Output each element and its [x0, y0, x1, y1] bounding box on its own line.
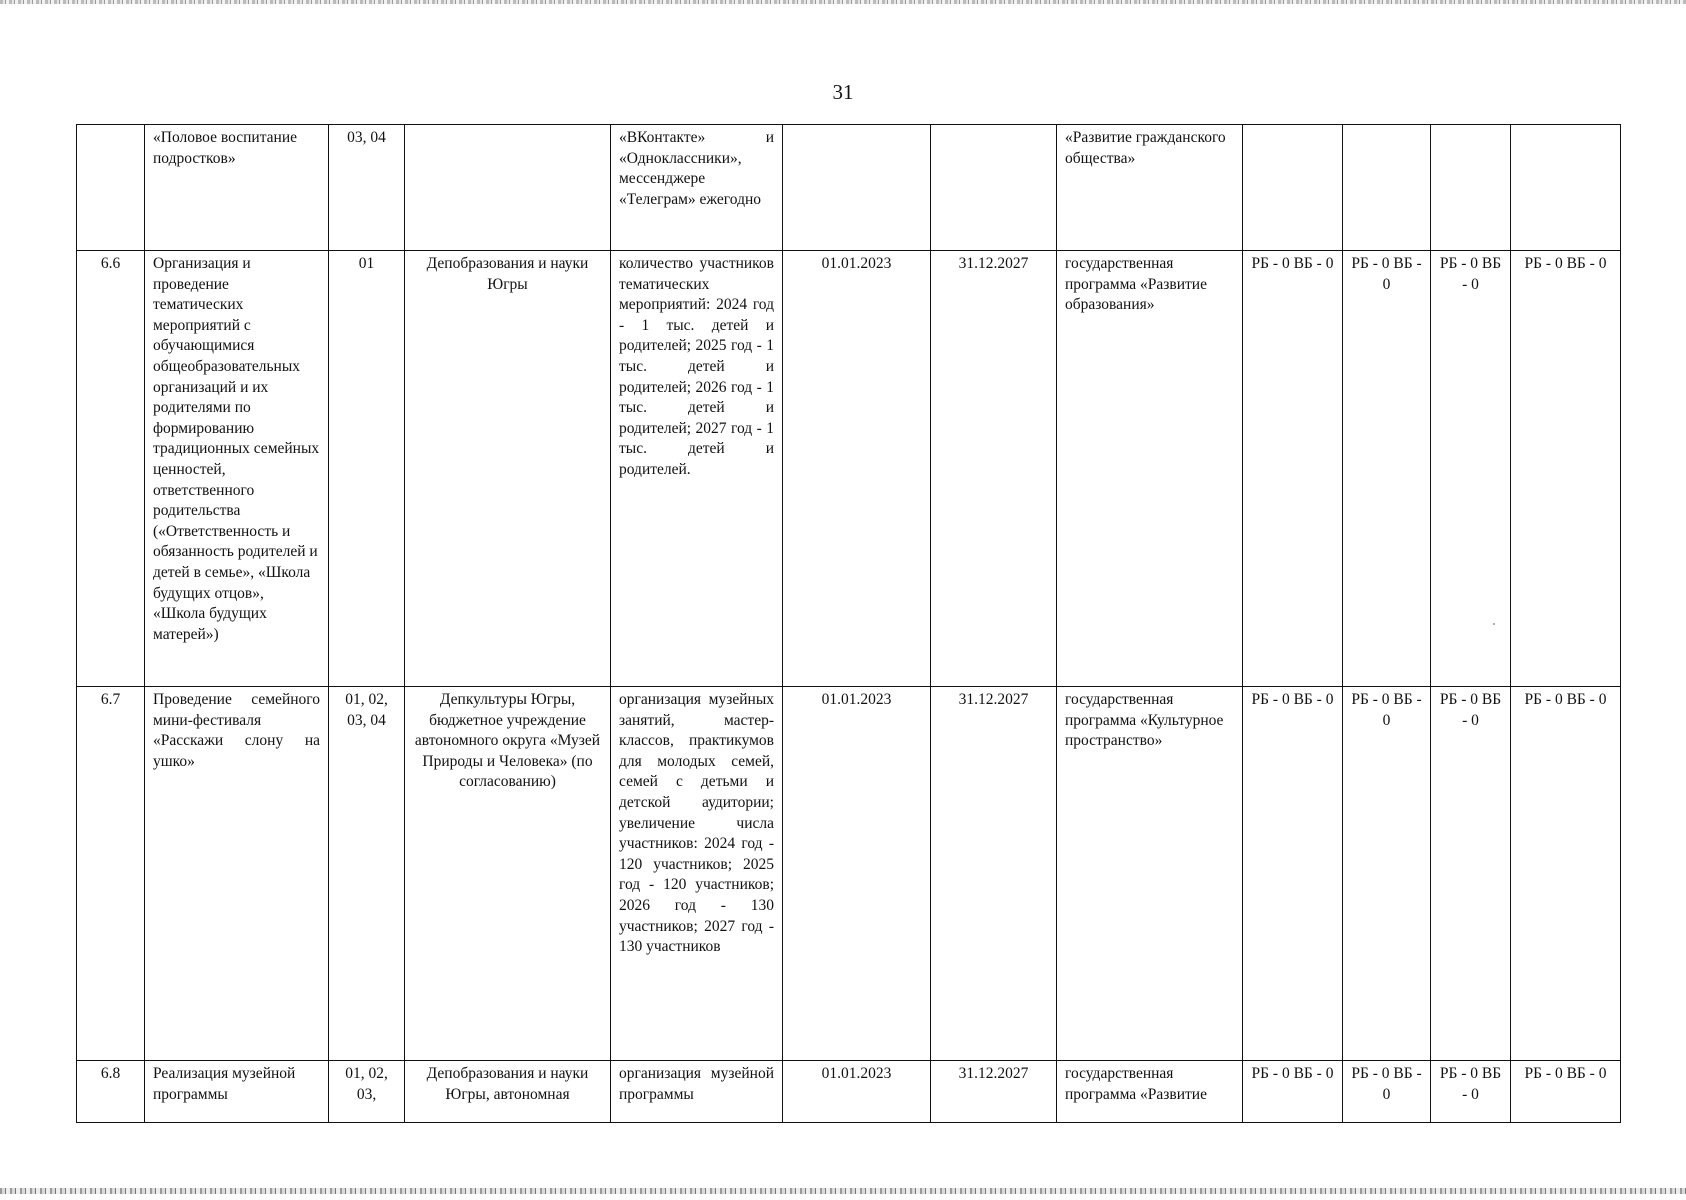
end-date: 31.12.2027 — [931, 1061, 1057, 1123]
funding-cell — [1511, 125, 1621, 251]
funding-cell: РБ - 0 ВБ - 0 — [1511, 251, 1621, 687]
funding-cell: РБ - 0 ВБ - 0 — [1343, 251, 1431, 687]
measure-name: «Половое воспитание подростков» — [145, 125, 329, 251]
funding-cell — [1343, 125, 1431, 251]
executor: Депобразования и науки Югры — [405, 251, 611, 687]
start-date — [783, 125, 931, 251]
start-date: 01.01.2023 — [783, 687, 931, 1061]
funding-cell: РБ - 0 ВБ - 0 — [1511, 687, 1621, 1061]
funding-cell: РБ - 0 ВБ - 0 — [1431, 251, 1511, 687]
scan-edge-top — [0, 0, 1686, 4]
funding-cell: РБ - 0 ВБ - 0 — [1431, 1061, 1511, 1123]
row-number: 6.8 — [77, 1061, 145, 1123]
end-date: 31.12.2027 — [931, 251, 1057, 687]
task-codes: 01, 02, 03, 04 — [329, 687, 405, 1061]
funding-cell: РБ - 0 ВБ - 0 — [1343, 1061, 1431, 1123]
task-codes: 03, 04 — [329, 125, 405, 251]
executor — [405, 125, 611, 251]
measures-table — [76, 124, 1621, 1123]
end-date — [931, 125, 1057, 251]
state-program: государственная программа «Развитие образования» — [1057, 251, 1243, 687]
funding-cell: РБ - 0 ВБ - 0 — [1511, 1061, 1621, 1123]
table-row — [77, 1061, 1621, 1123]
executor: Депкультуры Югры, бюджетное учреждение автономного округа «Музей Природы и Человека» (по согласованию) — [405, 687, 611, 1061]
end-date: 31.12.2027 — [931, 687, 1057, 1061]
start-date: 01.01.2023 — [783, 1061, 931, 1123]
indicator: количество участников тематических мероприятий: 2024 год - 1 тыс. детей и родителей; 2025 год - 1 тыс. детей и родителей; 2026 год - 1 тыс. детей и родителей; 2027 год - 1 тыс. детей и родителей. — [611, 251, 783, 687]
row-number — [77, 125, 145, 251]
start-date: 01.01.2023 — [783, 251, 931, 687]
indicator: организация музейных занятий, мастер-классов, практикумов для молодых семей, семей с детьми и детской аудитории; увеличение числа участников: 2024 год - 120 участников; 2025 год - 120 участников; 2026 год - 130 участников; 2027 год - 130 участников — [611, 687, 783, 1061]
executor: Депобразования и науки Югры, автономная — [405, 1061, 611, 1123]
indicator: «ВКонтакте» и «Одноклассники», мессенджере «Телеграм» ежегодно — [611, 125, 783, 251]
state-program: «Развитие гражданского общества» — [1057, 125, 1243, 251]
scan-edge-bottom — [0, 1188, 1686, 1194]
funding-cell: РБ - 0 ВБ - 0 — [1431, 687, 1511, 1061]
measure-name: Реализация музейной программы — [145, 1061, 329, 1123]
task-codes: 01, 02, 03, — [329, 1061, 405, 1123]
state-program: государственная программа «Культурное пространство» — [1057, 687, 1243, 1061]
row-number: 6.7 — [77, 687, 145, 1061]
table-row — [77, 125, 1621, 251]
task-codes: 01 — [329, 251, 405, 687]
funding-cell — [1431, 125, 1511, 251]
scan-speck — [1493, 623, 1495, 625]
indicator: организация музейной программы — [611, 1061, 783, 1123]
funding-cell: РБ - 0 ВБ - 0 — [1343, 687, 1431, 1061]
measure-name: Организация и проведение тематических мероприятий с обучающимися общеобразовательных организаций и их родителями по формированию традиционных семейных ценностей, ответственного родительства («Ответственность и обязанность родителей и детей в семье», «Школа будущих отцов», «Школа будущих матерей») — [145, 251, 329, 687]
state-program: государственная программа «Развитие — [1057, 1061, 1243, 1123]
row-number: 6.6 — [77, 251, 145, 687]
funding-cell: РБ - 0 ВБ - 0 — [1243, 1061, 1343, 1123]
funding-cell: РБ - 0 ВБ - 0 — [1243, 687, 1343, 1061]
table-row — [77, 687, 1621, 1061]
page-number: 31 — [832, 80, 854, 104]
funding-cell — [1243, 125, 1343, 251]
measure-name: Проведение семейного мини-фестиваля «Расскажи слону на ушко» — [145, 687, 329, 1061]
table-row — [77, 251, 1621, 687]
funding-cell: РБ - 0 ВБ - 0 — [1243, 251, 1343, 687]
